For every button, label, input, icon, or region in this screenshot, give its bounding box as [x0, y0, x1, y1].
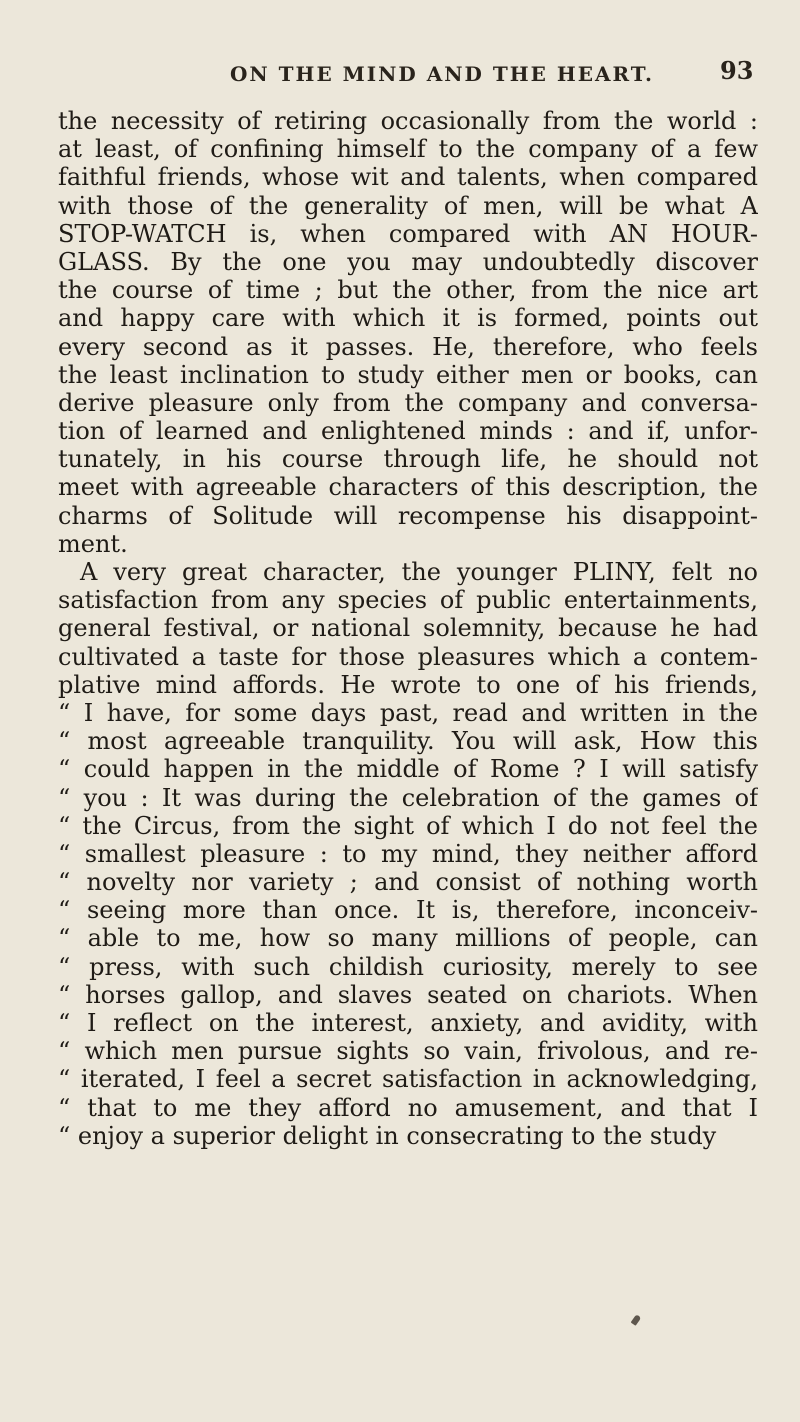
- text-line: with those of the generality of men, will be what A: [58, 191, 758, 220]
- text-line: “ I have, for some days past, read and written in the: [58, 698, 758, 727]
- text-line: general festival, or national solemnity, because he had: [58, 614, 758, 643]
- text-line: “ the Circus, from the sight of which I do not feel the: [58, 811, 758, 840]
- text-line: at least, of confining himself to the company of a few: [58, 135, 758, 164]
- body-text: [58, 107, 758, 1150]
- text-line: derive pleasure only from the company and conversa-: [58, 388, 758, 417]
- text-line: charms of Solitude will recompense his disappoint-: [58, 501, 758, 530]
- text-line: “ which men pursue sights so vain, frivolous, and re-: [58, 1037, 758, 1066]
- text-line: A very great character, the younger PLINY, felt no: [80, 558, 758, 586]
- text-line: “ could happen in the middle of Rome ? I will satisfy: [58, 755, 758, 784]
- page-number: 93: [720, 56, 754, 85]
- text-line: every second as it passes. He, therefore, who feels: [58, 332, 758, 361]
- text-line: “ seeing more than once. It is, therefore, inconceiv-: [58, 896, 758, 925]
- text-line: “ most agreeable tranquility. You will ask, How this: [58, 727, 758, 756]
- text-line: “ press, with such childish curiosity, merely to see: [58, 952, 758, 981]
- text-line: the necessity of retiring occasionally from the world :: [58, 107, 758, 135]
- text-line: ment.: [58, 529, 128, 558]
- text-line: GLASS. By the one you may undoubtedly discover: [58, 247, 758, 276]
- text-line: and happy care with which it is formed, points out: [58, 304, 758, 333]
- ink-speck: [631, 1314, 642, 1326]
- text-line: meet with agreeable characters of this description, the: [58, 473, 758, 502]
- text-line: “ that to me they afford no amusement, and that I: [58, 1093, 758, 1122]
- text-line: “ able to me, how so many millions of people, can: [58, 924, 758, 953]
- text-line: tunately, in his course through life, he should not: [58, 445, 758, 474]
- text-line: the least inclination to study either men or books, can: [58, 360, 758, 389]
- text-line: satisfaction from any species of public entertainments,: [58, 586, 758, 615]
- text-line: “ I reflect on the interest, anxiety, and avidity, with: [58, 1009, 758, 1037]
- text-line: “ novelty nor variety ; and consist of nothing worth: [58, 868, 758, 897]
- text-line: “ iterated, I feel a secret satisfaction in acknowledging,: [58, 1065, 758, 1094]
- text-line: faithful friends, whose wit and talents, when compared: [58, 163, 758, 192]
- text-line: cultivated a taste for those pleasures which a contem-: [58, 642, 758, 671]
- text-line: “ enjoy a superior delight in consecrating to the study: [58, 1121, 717, 1150]
- text-line: the course of time ; but the other, from the nice art: [58, 276, 758, 305]
- text-line: plative mind affords. He wrote to one of his friends,: [58, 670, 758, 699]
- running-head: ON THE MIND AND THE HEART.: [230, 62, 655, 86]
- text-line: “ horses gallop, and slaves seated on chariots. When: [58, 980, 758, 1009]
- text-line: STOP-WATCH is, when compared with AN HOUR-: [58, 219, 758, 248]
- text-line: “ smallest pleasure : to my mind, they neither afford: [58, 839, 758, 868]
- text-line: “ you : It was during the celebration of the games of: [58, 783, 758, 812]
- text-line: tion of learned and enlightened minds : and if, unfor-: [58, 417, 758, 446]
